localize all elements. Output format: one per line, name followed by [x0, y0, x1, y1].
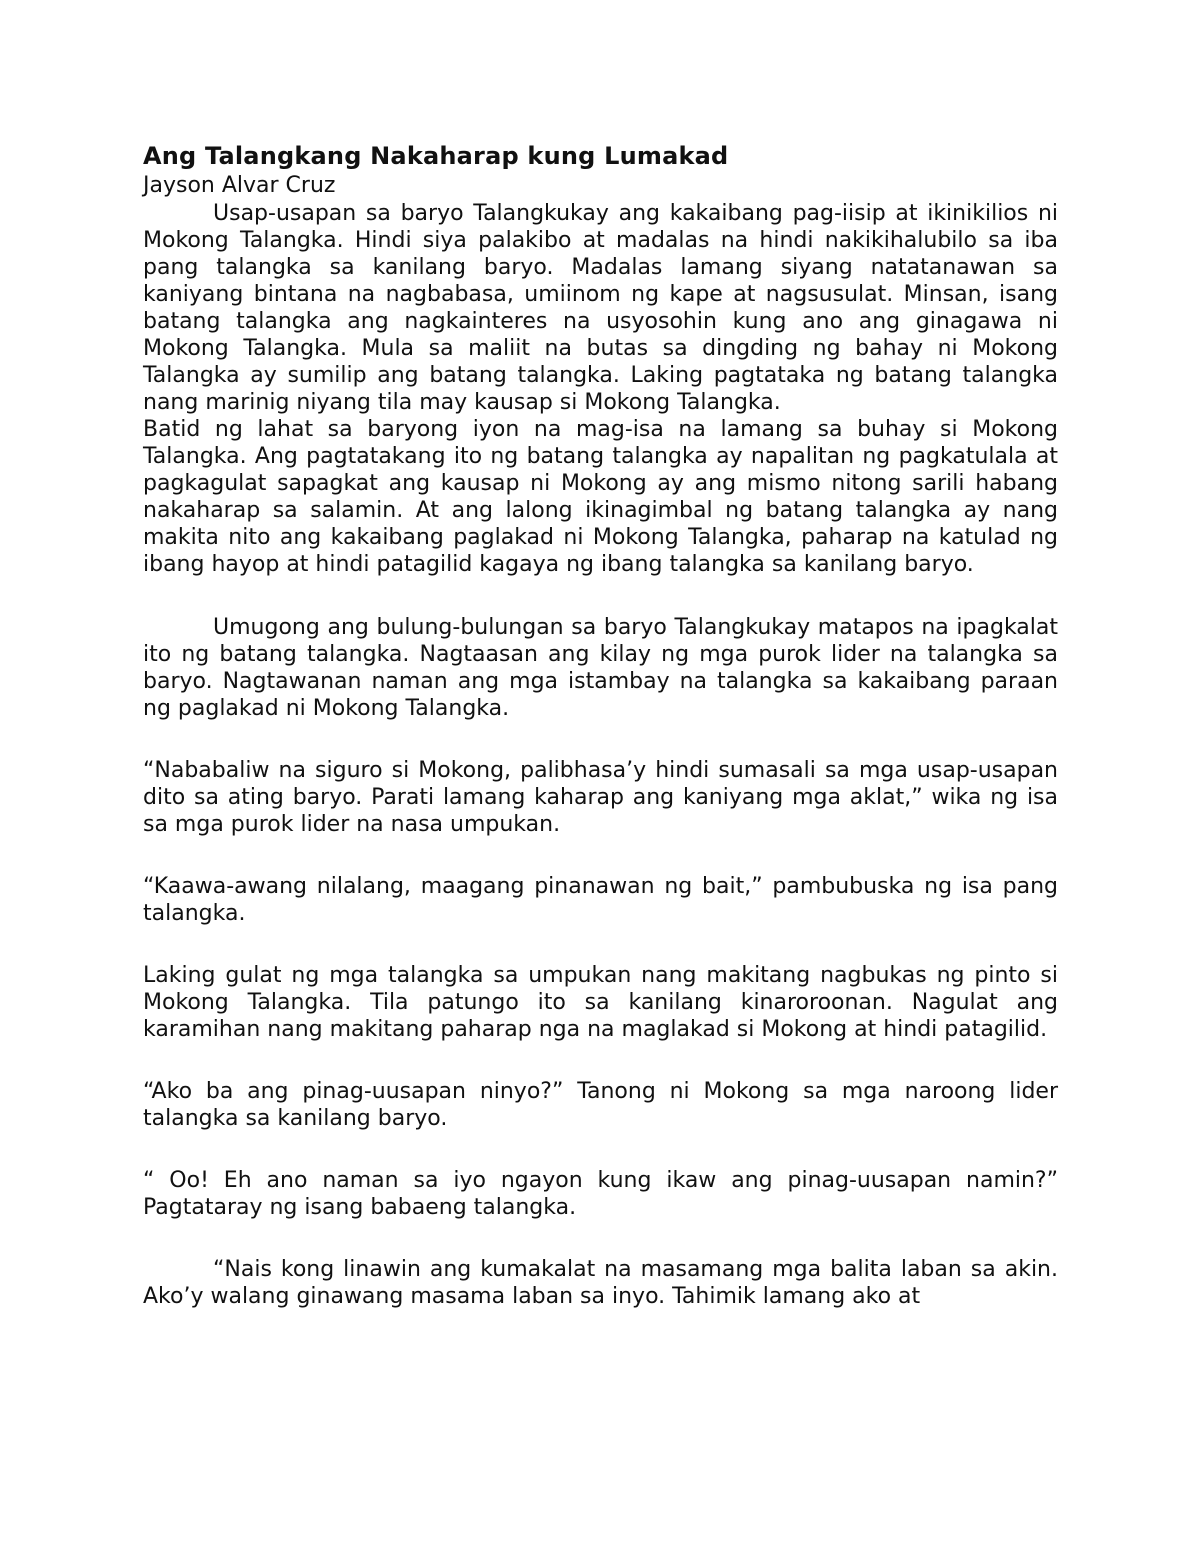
paragraph: “Kaawa-awang nilalang, maagang pinanawan ng bait,” pambubuska ng isa pang talangka.: [143, 874, 1058, 926]
paragraph: Umugong ang bulung-bulungan sa baryo Talangkukay matapos na ipagkalat ito ng batang talangka. Nagtaasan ang kilay ng mga purok lider na talangka sa baryo. Nagtawanan naman ang mga istambay na talangka sa kakaibang paraan ng paglakad ni Mokong Talangka.: [143, 615, 1058, 721]
paragraph: “ Oo! Eh ano naman sa iyo ngayon kung ikaw ang pinag-uusapan namin?” Pagtataray ng isang babaeng talangka.: [143, 1168, 1058, 1220]
document-title: Ang Talangkang Nakaharap kung Lumakad: [143, 142, 729, 170]
document-author: Jayson Alvar Cruz: [143, 173, 336, 198]
paragraph: Laking gulat ng mga talangka sa umpukan nang makitang nagbukas ng pinto si Mokong Talangka. Tila patungo ito sa kanilang kinaroroonan. Nagulat ang karamihan nang makitang paharap nga na maglakad si Mokong at hindi patagilid.: [143, 963, 1058, 1042]
paragraph: “Nababaliw na siguro si Mokong, palibhasa’y hindi sumasali sa mga usap-usapan dito sa ating baryo. Parati lamang kaharap ang kaniyang mga aklat,” wika ng isa sa mga purok lider na nasa umpukan.: [143, 758, 1058, 837]
document-page: [143, 140, 1058, 1310]
paragraph: “Ako ba ang pinag-uusapan ninyo?” Tanong ni Mokong sa mga naroong lider talangka sa kanilang baryo.: [143, 1079, 1058, 1131]
paragraph: Usap-usapan sa baryo Talangkukay ang kakaibang pag-iisip at ikinikilios ni Mokong Talangka. Hindi siya palakibo at madalas na hindi nakikihalubilo sa iba pang talangka sa kanilang baryo. Madalas lamang siyang natatanawan sa kaniyang bintana na nagbabasa, umiinom ng kape at nagsusulat. Minsan, isang batang talangka ang nagkainteres na usyosohin kung ano ang ginagawa ni Mokong Talangka. Mula sa maliit na butas sa dingding ng bahay ni Mokong Talangka ay sumilip ang batang talangka. Laking pagtataka ng batang talangka nang marinig niyang tila may kausap si Mokong Talangka.: [143, 201, 1058, 415]
paragraph: Batid ng lahat sa baryong iyon na mag-isa na lamang sa buhay si Mokong Talangka. Ang pagtatakang ito ng batang talangka ay napalitan ng pagkatulala at pagkagulat sapagkat ang kausap ni Mokong ay ang mismo nitong sarili habang nakaharap sa salamin. At ang lalong ikinagimbal ng batang talangka ay nang makita nito ang kakaibang paglakad ni Mokong Talangka, paharap na katulad ng ibang hayop at hindi patagilid kagaya ng ibang talangka sa kanilang baryo.: [143, 417, 1058, 577]
paragraph: “Nais kong linawin ang kumakalat na masamang mga balita laban sa akin. Ako’y walang ginawang masama laban sa inyo. Tahimik lamang ako at: [143, 1257, 1058, 1309]
